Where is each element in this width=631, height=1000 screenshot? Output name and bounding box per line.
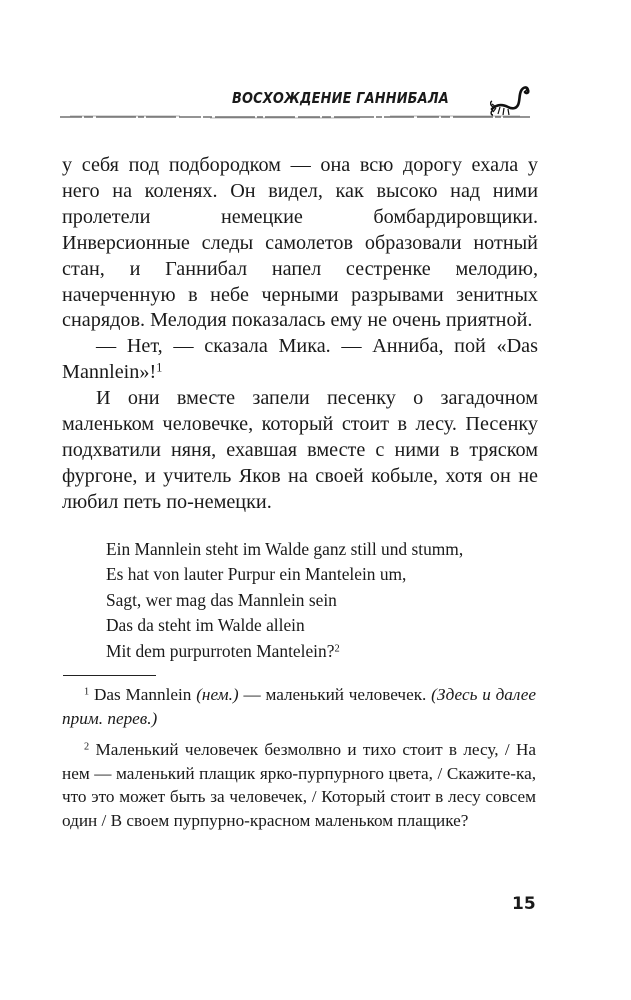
verse-line: Ein Mannlein steht im Walde ganz still und stumm,	[106, 539, 464, 559]
running-header-title: ВОСХОЖДЕНИЕ ГАННИБАЛА	[232, 89, 449, 107]
footnotes	[62, 683, 536, 841]
footnote-ref-1: 1	[156, 360, 163, 375]
main-text	[62, 153, 538, 516]
paragraph: И они вместе запели песенку о загадочном маленьком человечке, который стоит в лесу. Песенку подхватили няня, ехавшая вместе с ними в тряском фургоне, и учитель Яков на своей кобыле, хотя он не любил петь по-немецки.	[62, 387, 538, 513]
footnote-divider	[63, 675, 156, 676]
footnote-1: $^1$ Das Mannlein (нем.) — маленький человечек. (Здесь и далее прим. перев.)	[62, 685, 537, 728]
header-rule	[60, 114, 530, 120]
verse-line-last: Mit dem purpurroten Mantelein?$^2$	[106, 640, 340, 661]
verse-line: Das da steht im Walde allein	[106, 615, 305, 636]
footnote-ref-2: 2	[334, 642, 340, 654]
paragraph: у себя под подбородком — она всю дорогу ехала у него на коленях. Он видел, как высоко над ними пролетели немецкие бомбардировщики. Инверсионные следы самолетов образовали нотный стан, и Ганнибал напел сестренке мелодию, начерченную в небе черными разрывами зенитных снарядов. Мелодия показалась ему не очень приятной.	[62, 154, 538, 332]
footnote-2: $^2$ Маленький человечек безмолвно и тихо стоит в лесу, / На нем — маленький плащик ярко-пурпурного цвета, / Скажите-ка, что это может быть за человечек, / Который стоит в лесу совсем один / В своем пурпурно-красном маленьком плащике?	[62, 740, 536, 830]
scorpion-icon	[490, 83, 532, 117]
paragraph-dialogue: — Нет, — сказала Мика. — Анниба, пой «Das Mannlein»!$^1$	[62, 335, 538, 384]
page-number: 15	[512, 894, 536, 914]
song-verse	[106, 537, 463, 664]
verse-line: Es hat von lauter Purpur ein Mantelein um,	[106, 564, 407, 585]
verse-line: Sagt, wer mag das Mannlein sein	[106, 589, 337, 610]
